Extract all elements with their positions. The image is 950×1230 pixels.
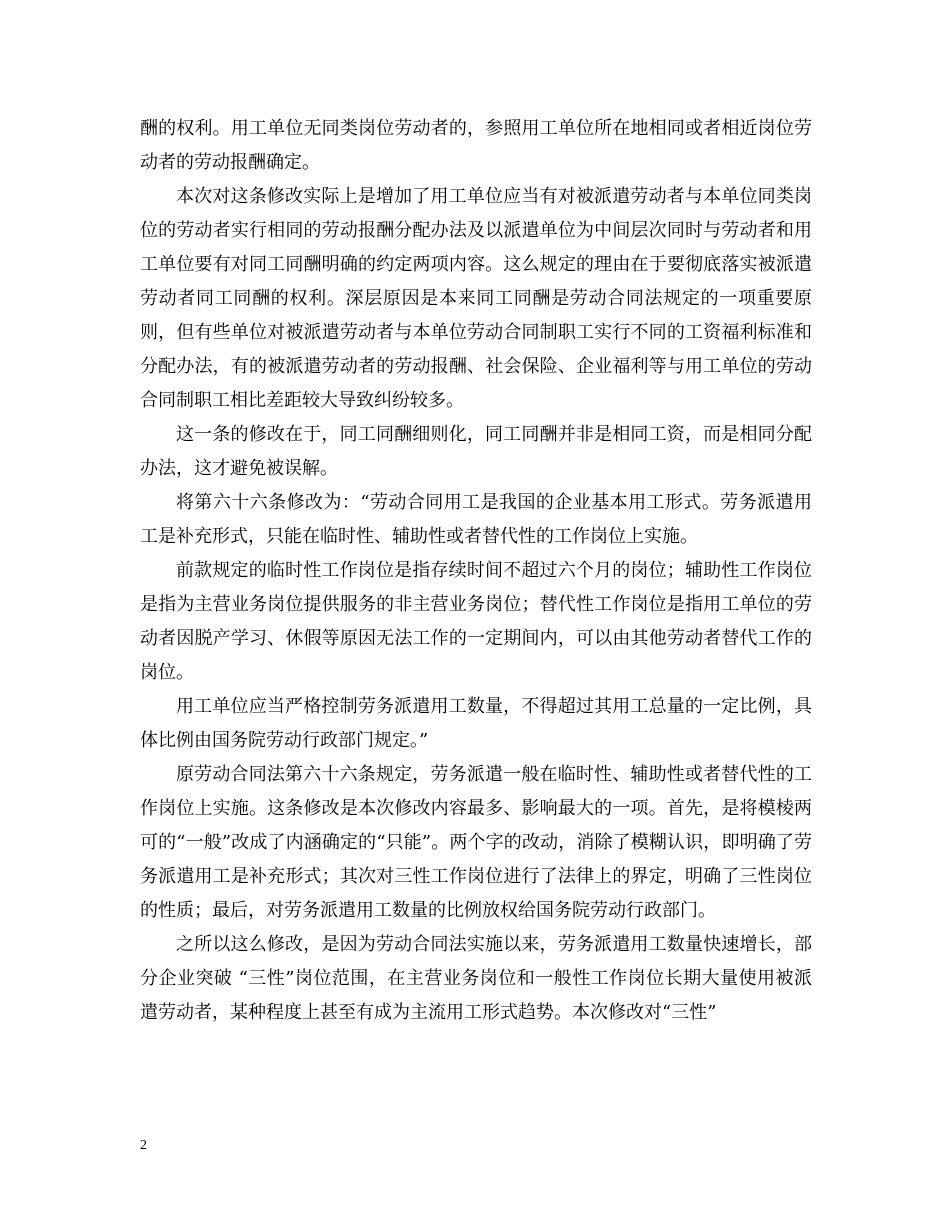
paragraph-continued: 酬的权利。用工单位无同类岗位劳动者的，参照用工单位所在地相同或者相近岗位劳动者的劳动报酬确定。 bbox=[140, 118, 812, 173]
paragraph: 前款规定的临时性工作岗位是指存续时间不超过六个月的岗位；辅助性工作岗位是指为主营业务岗位提供服务的非主营业务岗位；替代性工作岗位是指用工单位的劳动者因脱产学习、休假等原因无法工作的一定期间内，可以由其他劳动者替代工作的岗位。 bbox=[140, 560, 812, 683]
paragraph: 本次对这条修改实际上是增加了用工单位应当有对被派遣劳动者与本单位同类岗位的劳动者实行相同的劳动报酬分配办法及以派遣单位为中间层次同时与劳动者和用工单位要有对同工同酬明确的约定两项内容。这么规定的理由在于要彻底落实被派遣劳动者同工同酬的权利。深层原因是本来同工同酬是劳动合同法规定的一项重要原则，但有些单位对被派遣劳动者与本单位劳动合同制职工实行不同的工资福利标准和分配办法，有的被派遣劳动者的劳动报酬、社会保险、企业福利等与用工单位的劳动合同制职工相比差距较大导致纠纷较多。 bbox=[140, 186, 812, 411]
page-number: 2 bbox=[140, 1138, 147, 1153]
paragraph: 之所以这么修改，是因为劳动合同法实施以来，劳务派遣用工数量快速增长，部分企业突破 “三性”岗位范围，在主营业务岗位和一般性工作岗位长期大量使用被派遣劳动者，某种程度上甚至有成为主流用工形式趋势。本次修改对“三性” bbox=[140, 934, 812, 1023]
paragraph: 原劳动合同法第六十六条规定，劳务派遣一般在临时性、辅助性或者替代性的工作岗位上实施。这条修改是本次修改内容最多、影响最大的一项。首先，是将模棱两可的“一般”改成了内涵确定的“只能”。两个字的改动，消除了模糊认识，即明确了劳务派遣用工是补充形式；其次对三性工作岗位进行了法律上的界定，明确了三性岗位的性质；最后，对劳务派遣用工数量的比例放权给国务院劳动行政部门。 bbox=[140, 764, 812, 921]
paragraph: 这一条的修改在于，同工同酬细则化，同工同酬并非是相同工资，而是相同分配办法，这才避免被误解。 bbox=[140, 424, 812, 479]
document-body bbox=[140, 112, 812, 1030]
paragraph: 将第六十六条修改为：“劳动合同用工是我国的企业基本用工形式。劳务派遣用工是补充形式，只能在临时性、辅助性或者替代性的工作岗位上实施。 bbox=[140, 492, 812, 547]
paragraph: 用工单位应当严格控制劳务派遣用工数量，不得超过其用工总量的一定比例，具体比例由国务院劳动行政部门规定。” bbox=[140, 696, 812, 751]
